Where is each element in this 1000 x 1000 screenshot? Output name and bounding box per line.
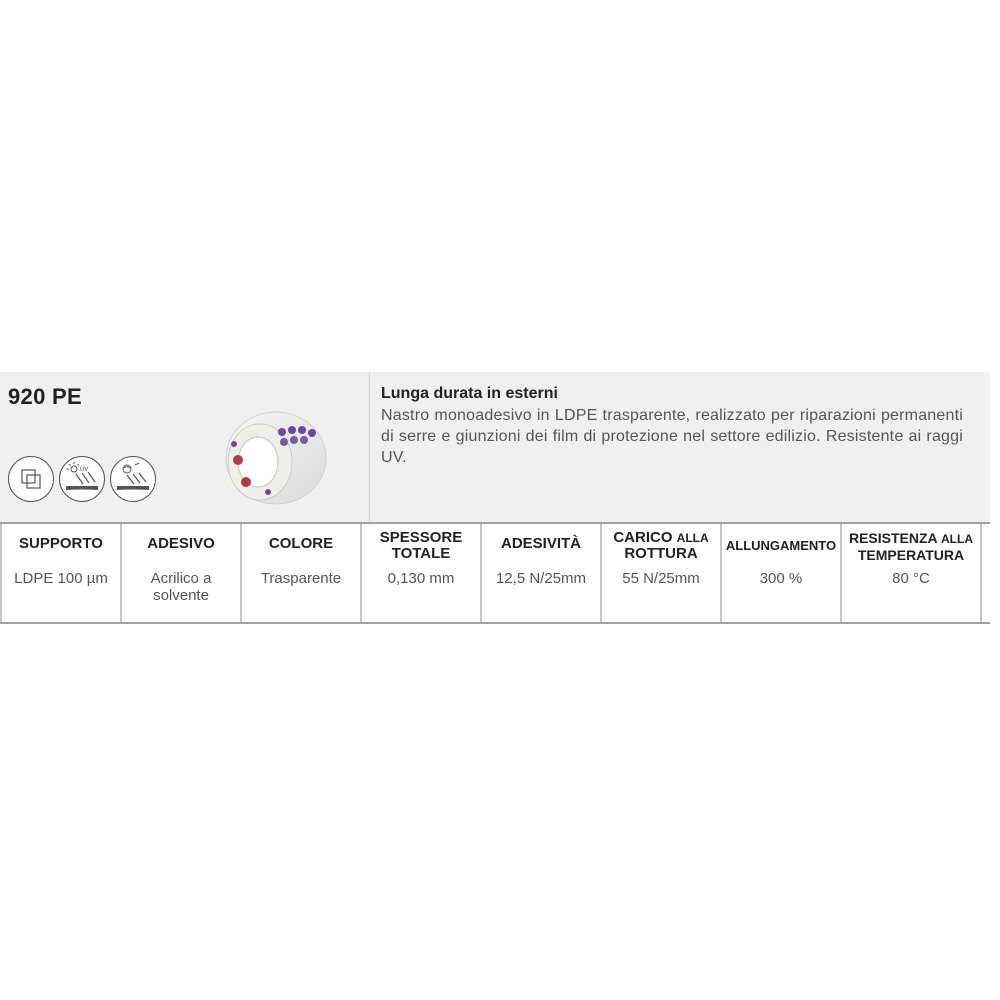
spec-spessore-totale bbox=[360, 524, 480, 622]
spec-value: 0,130 mm bbox=[387, 570, 455, 587]
spec-label: ADESIVITÀ bbox=[500, 535, 581, 552]
weather-resistance-icon bbox=[110, 456, 156, 502]
product-identity bbox=[0, 372, 370, 522]
product-card bbox=[0, 372, 990, 622]
spec-label bbox=[842, 530, 980, 563]
tape-roll-image bbox=[214, 400, 334, 515]
spec-label: COLORE bbox=[268, 535, 334, 552]
spec-supporto bbox=[0, 524, 120, 622]
description-text: Nastro monoadesivo in LDPE trasparente, realizzato per riparazioni permanenti di serre e giunzioni dei film di protezione nel settore edilizio. Resistente ai raggi UV. bbox=[381, 407, 963, 466]
spec-colore bbox=[240, 524, 360, 622]
single-sided-tape-icon bbox=[8, 456, 54, 502]
spec-adesivo bbox=[120, 524, 240, 622]
spec-value: Trasparente bbox=[260, 570, 342, 587]
product-description bbox=[381, 384, 963, 468]
feature-icons bbox=[8, 456, 156, 502]
spec-value: 80 °C bbox=[892, 570, 930, 587]
spec-label-line2: TOTALE bbox=[391, 545, 451, 562]
spec-adesivita bbox=[480, 524, 600, 622]
description-title: Lunga durata in esterni bbox=[381, 385, 558, 402]
spec-label bbox=[602, 530, 720, 562]
spec-value: LDPE 100 µm bbox=[14, 570, 108, 587]
spec-resistenza-temperatura bbox=[840, 524, 982, 622]
spec-label: SUPPORTO bbox=[19, 535, 103, 552]
spec-carico-rottura bbox=[600, 524, 720, 622]
spec-label bbox=[362, 530, 480, 562]
spec-label-small: ALLA bbox=[676, 531, 709, 545]
spec-label: ALLUNGAMENTO bbox=[725, 538, 837, 553]
spec-value: 12,5 N/25mm bbox=[495, 570, 587, 587]
product-name: 920 PE bbox=[8, 384, 82, 409]
spec-allungamento bbox=[720, 524, 840, 622]
spec-value: 300 % bbox=[759, 570, 803, 587]
spec-label-line2: TEMPERATURA bbox=[857, 547, 965, 563]
spec-label: ADESIVO bbox=[147, 535, 215, 552]
spec-value: Acrilico a solvente bbox=[150, 570, 212, 604]
svg-text:UV: UV bbox=[80, 467, 89, 473]
spec-value: 55 N/25mm bbox=[622, 570, 700, 587]
uv-resistance-icon bbox=[59, 456, 105, 502]
specs-table bbox=[0, 522, 990, 624]
spec-label-main: CARICO bbox=[613, 529, 673, 546]
spec-label-small: ALLA bbox=[941, 532, 974, 546]
spec-label-main: RESISTENZA bbox=[848, 530, 938, 546]
product-header bbox=[0, 372, 990, 522]
spec-label-line2: ROTTURA bbox=[624, 545, 698, 562]
spec-label-main: SPESSORE bbox=[379, 529, 463, 546]
